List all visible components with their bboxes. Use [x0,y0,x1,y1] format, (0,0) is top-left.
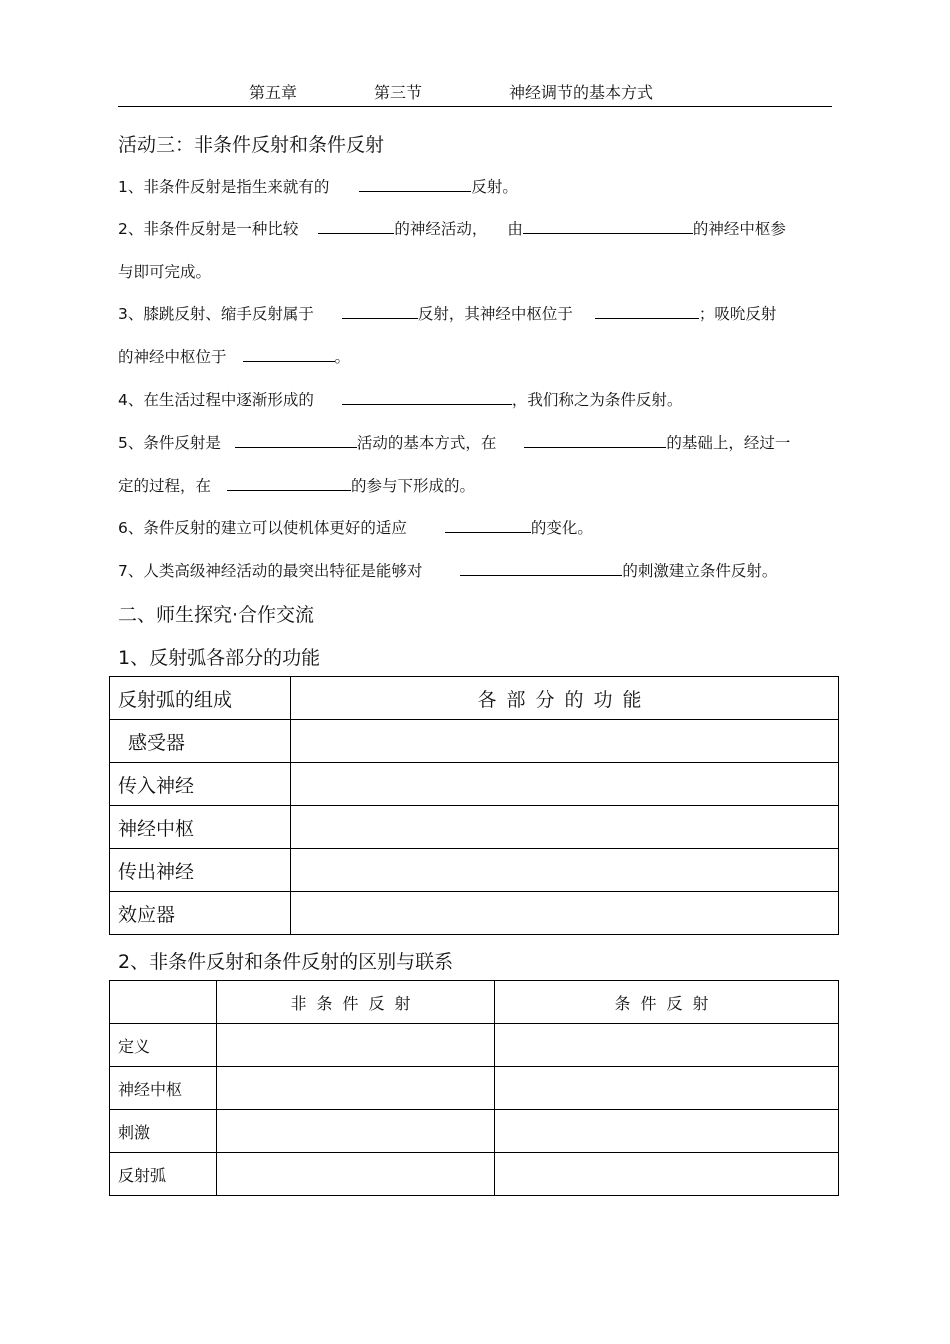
answer-cell[interactable] [217,1024,495,1067]
question-text: 活动的基本方式，在 [356,434,497,452]
subsection-1-title: 1、反射弧各部分的功能 [118,647,321,669]
table-row [110,1153,839,1196]
question-7 [118,559,777,581]
answer-blank[interactable] [445,516,531,533]
answer-blank[interactable] [460,559,622,576]
row-label: 定义 [110,1024,217,1067]
answer-blank[interactable] [342,302,418,319]
header-divider [118,106,832,107]
question-3 [118,302,776,324]
question-text: 的神经中枢位于 [118,348,227,366]
question-text: 7、人类高级神经活动的最突出特征是能够对 [118,562,423,580]
question-text: 与即可完成。 [118,263,212,281]
question-text: 的神经活动， [394,220,488,238]
answer-cell[interactable] [291,806,839,849]
answer-blank[interactable] [342,388,512,405]
answer-blank[interactable] [524,431,666,448]
question-text: 。 [334,348,351,366]
question-5 [118,431,790,453]
reflex-arc-table [109,676,839,935]
answer-cell[interactable] [217,1067,495,1110]
question-1 [118,175,518,197]
answer-blank[interactable] [235,431,357,448]
table-row [110,763,839,806]
reflex-comparison-table [109,980,839,1196]
table-row [110,892,839,935]
chapter-label: 第五章 [249,83,298,102]
table-header-cell: 条件反射 [495,981,839,1024]
question-2 [118,217,786,239]
answer-cell[interactable] [291,849,839,892]
question-6 [118,516,593,538]
question-text: 4、在生活过程中逐渐形成的 [118,391,314,409]
table-row [110,1110,839,1153]
table-header-cell: 各部分的功能 [291,677,839,720]
section-label: 第三节 [374,83,423,102]
question-text: 的变化。 [530,519,593,537]
answer-blank[interactable] [595,302,699,319]
table-header-cell: 反射弧的组成 [110,677,291,720]
answer-blank[interactable] [243,345,335,362]
question-text: 定的过程，在 [118,477,212,495]
table-row [110,1024,839,1067]
activity-title: 活动三：非条件反射和条件反射 [118,134,385,156]
question-text: 6、条件反射的建立可以使机体更好的适应 [118,519,407,537]
table-row [110,806,839,849]
question-text: ，我们称之为条件反射。 [511,391,683,409]
answer-blank[interactable] [523,217,693,234]
section-2-title: 二、师生探究·合作交流 [118,604,315,626]
table-header-row [110,981,839,1024]
answer-cell[interactable] [291,892,839,935]
question-text: 反射，其神经中枢位于 [417,305,573,323]
question-text: 的参与下形成的。 [351,477,476,495]
answer-cell[interactable] [495,1024,839,1067]
question-3-cont [118,345,350,367]
table-header-cell [110,981,217,1024]
table-row [110,1067,839,1110]
table-row [110,849,839,892]
answer-cell[interactable] [495,1110,839,1153]
question-text: 3、膝跳反射、缩手反射属于 [118,305,314,323]
answer-cell[interactable] [291,720,839,763]
question-text: 的基础上，经过一 [666,434,791,452]
answer-blank[interactable] [318,217,394,234]
question-text: 的神经中枢参 [692,220,786,238]
question-text: 反射。 [471,178,518,196]
question-4 [118,388,682,410]
question-text: 5、条件反射是 [118,434,221,452]
answer-cell[interactable] [291,763,839,806]
table-header-row [110,677,839,720]
table-row [110,720,839,763]
row-label: 刺激 [110,1110,217,1153]
answer-blank[interactable] [227,474,351,491]
answer-cell[interactable] [217,1153,495,1196]
row-label: 神经中枢 [110,1067,217,1110]
row-label: 效应器 [110,892,291,935]
question-text: 2、非条件反射是一种比较 [118,220,299,238]
row-label: 神经中枢 [110,806,291,849]
page-title: 神经调节的基本方式 [509,83,654,102]
answer-cell[interactable] [495,1067,839,1110]
question-text: 1、非条件反射是指生来就有的 [118,178,330,196]
question-text: 由 [507,220,523,238]
row-label: 感受器 [110,720,291,763]
answer-cell[interactable] [217,1110,495,1153]
answer-blank[interactable] [359,175,471,192]
question-text: ；吸吮反射 [698,305,777,323]
table-header-cell: 非条件反射 [217,981,495,1024]
row-label: 传出神经 [110,849,291,892]
question-5-cont [118,474,475,496]
question-text: 的刺激建立条件反射。 [622,562,778,580]
row-label: 反射弧 [110,1153,217,1196]
subsection-2-title: 2、非条件反射和条件反射的区别与联系 [118,951,454,973]
row-label: 传入神经 [110,763,291,806]
answer-cell[interactable] [495,1153,839,1196]
